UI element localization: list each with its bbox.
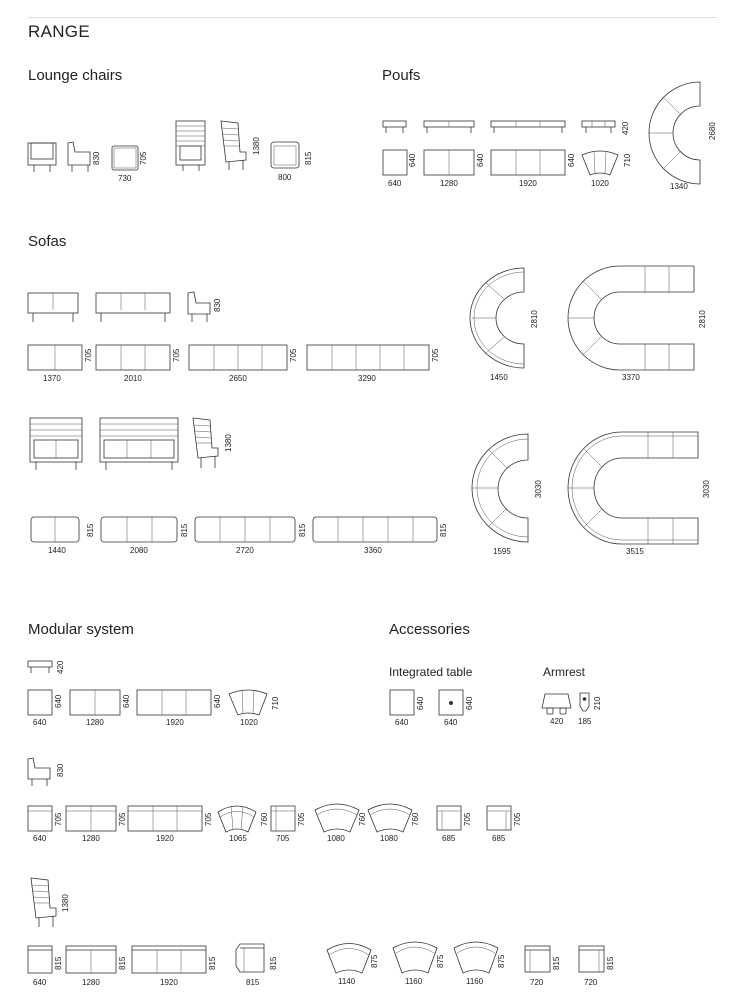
dim: 1920	[519, 179, 537, 188]
pouf-curved-side	[582, 121, 630, 135]
dim: 3370	[622, 373, 640, 382]
lounge-chair-high-front	[176, 121, 205, 171]
dim: 640	[213, 694, 222, 708]
modular-high-corner	[236, 944, 278, 987]
lounge-chair-side	[68, 142, 101, 172]
pouf-640-side	[383, 121, 406, 133]
dim: 815	[54, 956, 63, 970]
sofa-3290-top	[307, 345, 440, 383]
dim: 640	[476, 153, 485, 167]
subsection-integrated-table: Integrated table	[389, 665, 473, 679]
lounge-chair-top	[112, 146, 148, 183]
dim: 3515	[626, 547, 644, 556]
dim: 1080	[380, 834, 398, 843]
modular-high-1920	[132, 946, 217, 987]
pouf-640-top	[383, 150, 417, 188]
dim: 420	[621, 121, 630, 135]
dim: 640	[33, 718, 47, 727]
dim: 1280	[82, 834, 100, 843]
dim: 710	[623, 153, 632, 167]
dim: 720	[530, 978, 544, 987]
modular-low-1920	[128, 806, 213, 843]
dim: 815	[86, 523, 95, 537]
dim: 710	[271, 696, 280, 710]
sofa-high-2-front	[30, 418, 82, 470]
modular-pouf-640	[28, 690, 63, 727]
pouf-1920-side	[491, 121, 565, 133]
dim: 2080	[130, 546, 148, 555]
dim: 875	[370, 954, 379, 968]
dim: 815	[180, 523, 189, 537]
sofa-high-3-front	[100, 418, 178, 470]
dim: 815	[552, 956, 561, 970]
sofa-2080-top	[101, 517, 189, 555]
dim: 705	[54, 812, 63, 826]
integrated-table-hole	[439, 690, 474, 727]
dim: 640	[444, 718, 458, 727]
sofa-u-shape-3515	[568, 432, 711, 556]
dim: 1380	[252, 137, 261, 155]
dim: 1020	[240, 718, 258, 727]
modular-low-curved-1065	[218, 806, 269, 843]
modular-low-640	[28, 806, 63, 843]
page-title: RANGE	[28, 22, 90, 41]
subsection-armrest: Armrest	[543, 665, 585, 679]
sofa-1370-top	[28, 345, 93, 383]
section-accessories: Accessories	[389, 621, 470, 638]
dim: 705	[463, 812, 472, 826]
lounge-chair-high-top	[271, 142, 313, 182]
dim: 1380	[61, 894, 70, 912]
dim: 640	[33, 834, 47, 843]
dim: 640	[33, 978, 47, 987]
sofa-3360-top	[313, 517, 448, 555]
modular-low-curved-1080-a	[315, 804, 367, 843]
dim: 705	[172, 348, 181, 362]
modular-low-end-right	[487, 806, 522, 843]
dim: 720	[584, 978, 598, 987]
dim: 1440	[48, 546, 66, 555]
dim: 640	[567, 153, 576, 167]
dim: 1160	[405, 977, 423, 986]
modular-pouf-1920	[137, 690, 222, 727]
sofa-high-side	[193, 418, 233, 468]
dim: 760	[260, 812, 269, 826]
pouf-1280-side	[424, 121, 474, 133]
dim: 420	[56, 660, 65, 674]
dim: 640	[388, 179, 402, 188]
dim: 2680	[708, 122, 717, 140]
section-poufs: Poufs	[382, 67, 421, 84]
sofa-2720-top	[195, 517, 307, 555]
dim: 1020	[591, 179, 609, 188]
section-sofas: Sofas	[28, 233, 67, 250]
dim: 3030	[702, 480, 711, 498]
dim: 705	[118, 812, 127, 826]
sofa-3-front	[96, 293, 170, 322]
dim: 1380	[224, 434, 233, 452]
dim: 2810	[530, 310, 539, 328]
modular-low-side	[28, 758, 65, 786]
dim: 640	[395, 718, 409, 727]
dim: 875	[436, 954, 445, 968]
dim: 3290	[358, 374, 376, 383]
section-modular-system: Modular system	[28, 621, 134, 638]
dim: 1920	[156, 834, 174, 843]
dim: 705	[297, 812, 306, 826]
modular-low-1280	[66, 806, 127, 843]
dim: 685	[492, 834, 506, 843]
sofa-u-shape-3370	[568, 266, 707, 382]
dim: 1280	[82, 978, 100, 987]
modular-pouf-1280	[70, 690, 131, 727]
dim: 830	[92, 151, 101, 165]
dim: 420	[550, 717, 564, 726]
dim: 815	[269, 956, 278, 970]
dim: 640	[54, 694, 63, 708]
pouf-1920-top	[491, 150, 576, 188]
dim: 705	[276, 834, 290, 843]
dim: 1340	[670, 182, 688, 191]
dim: 815	[439, 523, 448, 537]
dim: 1370	[43, 374, 61, 383]
sofa-1440-top	[31, 517, 95, 555]
modular-low-curved-1080-b	[368, 804, 420, 843]
pouf-curved-top	[582, 151, 632, 188]
dim: 830	[56, 763, 65, 777]
dim: 705	[513, 812, 522, 826]
dim: 2010	[124, 374, 142, 383]
dim: 3360	[364, 546, 382, 555]
dim: 815	[118, 956, 127, 970]
dim: 705	[204, 812, 213, 826]
modular-pouf-curved	[229, 690, 280, 727]
dim: 830	[213, 298, 222, 312]
dim: 2720	[236, 546, 254, 555]
lounge-chair-high-side	[221, 121, 261, 170]
pouf-1280-top	[424, 150, 485, 188]
dim: 815	[606, 956, 615, 970]
dim: 1920	[166, 718, 184, 727]
dim: 640	[408, 153, 417, 167]
modular-low-end-left	[437, 806, 472, 843]
dim: 730	[118, 174, 132, 183]
dim: 1280	[440, 179, 458, 188]
dim: 705	[289, 348, 298, 362]
pouf-semicircle	[649, 82, 717, 191]
sofa-side	[188, 292, 222, 322]
dim: 640	[416, 696, 425, 710]
dim: 1160	[466, 977, 484, 986]
dim: 815	[246, 978, 260, 987]
armrest-front	[542, 694, 571, 726]
dim: 815	[208, 956, 217, 970]
dim: 760	[411, 812, 420, 826]
modular-high-end-right	[579, 946, 615, 987]
dim: 815	[304, 151, 313, 165]
modular-high-end-left	[525, 946, 561, 987]
dim: 705	[84, 348, 93, 362]
lounge-chair-front	[28, 143, 56, 172]
modular-high-side	[31, 878, 70, 927]
armrest-top	[578, 693, 602, 726]
dim: 640	[465, 696, 474, 710]
dim: 1450	[490, 373, 508, 382]
modular-high-640	[28, 946, 63, 987]
dim: 210	[593, 696, 602, 710]
modular-high-curved-1160-b	[454, 942, 506, 986]
dim: 2650	[229, 374, 247, 383]
sofa-2010-top	[96, 345, 181, 383]
modular-low-corner	[271, 806, 306, 843]
dim: 1080	[327, 834, 345, 843]
dim: 1280	[86, 718, 104, 727]
dim: 705	[139, 151, 148, 165]
section-lounge-chairs: Lounge chairs	[28, 67, 123, 84]
dim: 185	[578, 717, 592, 726]
dim: 1920	[160, 978, 178, 987]
modular-high-1280	[66, 946, 127, 987]
dim: 705	[431, 348, 440, 362]
armrest-pin-icon	[583, 697, 587, 701]
dim: 760	[358, 812, 367, 826]
dim: 3030	[534, 480, 543, 498]
dim: 1595	[493, 547, 511, 556]
sofa-2-front	[28, 293, 78, 322]
dim: 685	[442, 834, 456, 843]
modular-high-curved-1160-a	[393, 942, 445, 986]
sofa-semicircle-1450	[470, 268, 539, 382]
modular-pouf-side	[28, 660, 65, 674]
dim: 815	[298, 523, 307, 537]
dim: 1140	[338, 977, 356, 986]
integrated-table-plain	[390, 690, 425, 727]
table-hole-icon	[449, 701, 453, 705]
dim: 640	[122, 694, 131, 708]
sofa-semicircle-1595	[472, 434, 543, 556]
dim: 875	[497, 954, 506, 968]
dim: 800	[278, 173, 292, 182]
modular-high-curved-1140	[327, 944, 379, 987]
sofa-2650-top	[189, 345, 298, 383]
dim: 1065	[229, 834, 247, 843]
dim: 2810	[698, 310, 707, 328]
